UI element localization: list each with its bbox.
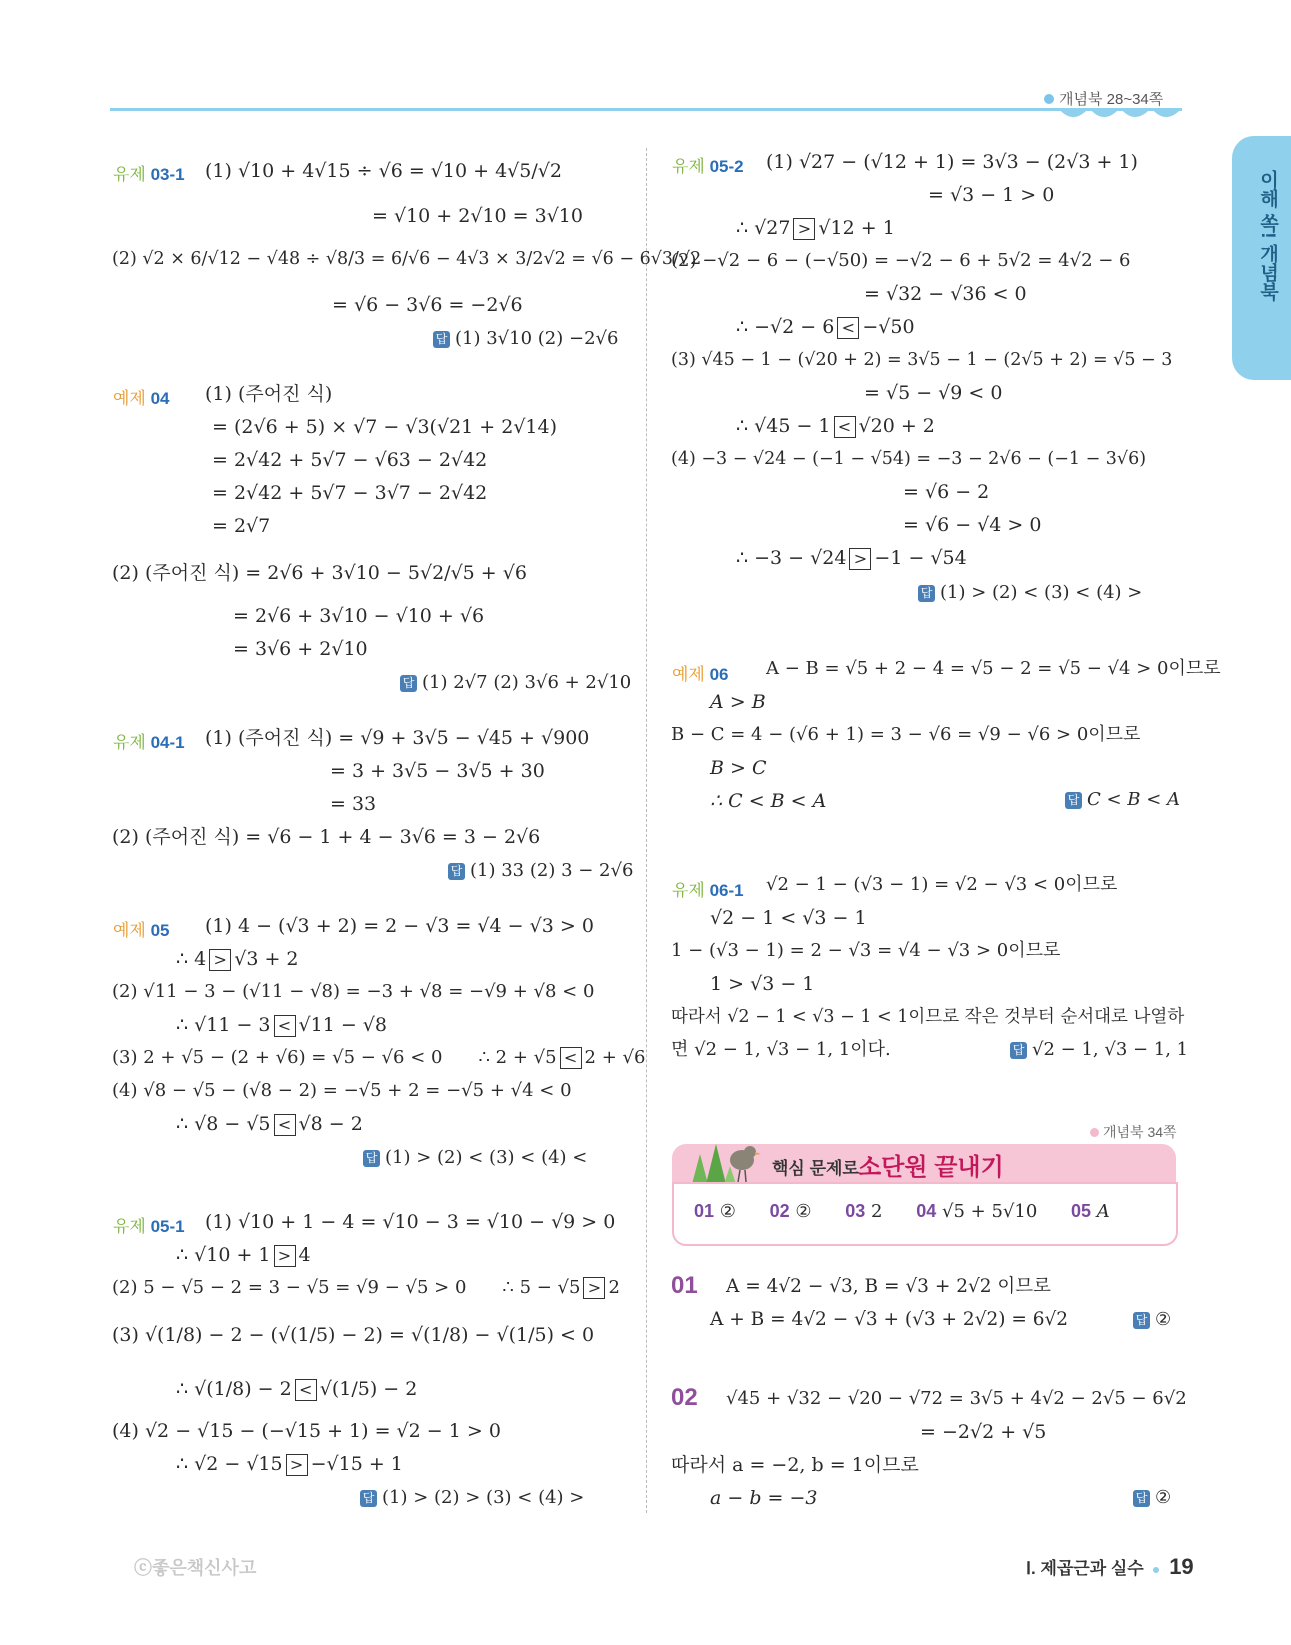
solution-line: ∴ 4 > √3 + 2 [176, 948, 299, 970]
compare-box: < [274, 1114, 296, 1136]
section-ref: 개념북 34쪽 [1090, 1122, 1177, 1142]
side-tab[interactable] [1232, 136, 1291, 380]
solution-line: (4) √2 − √15 − (−√15 + 1) = √2 − 1 > 0 [112, 1420, 501, 1442]
solution-line: B > C [710, 757, 767, 779]
compare-box: < [560, 1047, 582, 1069]
solution-line: ∴ √11 − 3 < √11 − √8 [176, 1014, 387, 1036]
answer-icon: 답 [360, 1490, 377, 1507]
solution-line: (2) (주어진 식) = 2√6 + 3√10 − 5√2/√5 + √6 [112, 562, 527, 584]
solution-line: = 2√42 + 5√7 − √63 − 2√42 [212, 449, 488, 471]
solution-line: (2) −√2 − 6 − (−√50) = −√2 − 6 + 5√2 = 4√2 − 6 [671, 250, 1131, 271]
solution-line: (1) 4 − (√3 + 2) = 2 − √3 = √4 − √3 > 0 [205, 915, 594, 937]
solution-line: (1) √27 − (√12 + 1) = 3√3 − (2√3 + 1) [766, 151, 1138, 173]
solution-line: = (2√6 + 5) × √7 − √3(√21 + 2√14) [212, 416, 558, 438]
solution-line: (1) √10 + 1 − 4 = √10 − 3 = √10 − √9 > 0 [205, 1211, 616, 1233]
solution-line: (2) 5 − √5 − 2 = 3 − √5 = √9 − √5 > 0 ∴ 5 − √5 > 2 [112, 1277, 620, 1298]
banner-big: 소단원 끝내기 [858, 1154, 1004, 1181]
banner-small: 핵심 문제로 [772, 1159, 859, 1178]
solution-line: = √6 − 3√6 = −2√6 [332, 294, 523, 316]
solution-line: 1 − (√3 − 1) = 2 − √3 = √4 − √3 > 0이므로 [671, 940, 1061, 961]
answer-icon: 답 [1133, 1490, 1150, 1507]
compare-box: > [583, 1277, 605, 1299]
solution-line: = √32 − √36 < 0 [864, 283, 1027, 305]
solution-line: ∴ √10 + 1 > 4 [176, 1244, 311, 1266]
summary-item: 01 ② [694, 1201, 736, 1222]
solution-line: √2 − 1 − (√3 − 1) = √2 − √3 < 0이므로 [766, 874, 1118, 895]
solution-line: (3) √45 − 1 − (√20 + 2) = 3√5 − 1 − (2√5 + 2) = √5 − 3 [671, 350, 1173, 370]
solution-line: = √10 + 2√10 = 3√10 [372, 205, 583, 227]
answer-line: 답 √2 − 1, √3 − 1, 1 [1010, 1039, 1188, 1060]
solution-line: ∴ −√2 − 6 < −√50 [736, 316, 915, 338]
solution-line: A − B = √5 + 2 − 4 = √5 − 2 = √5 − √4 > 0이므로 [766, 658, 1221, 679]
problem-label: 유제 04-1 [113, 733, 185, 752]
answer-icon: 답 [448, 863, 465, 880]
solution-line: A = 4√2 − √3, B = √3 + 2√2 이므로 [726, 1276, 1052, 1297]
solution-line: (1) (주어진 식) = √9 + 3√5 − √45 + √900 [205, 727, 590, 749]
solution-line: = √6 − √4 > 0 [903, 514, 1042, 536]
answer-icon: 답 [1010, 1042, 1027, 1059]
compare-box: > [849, 548, 871, 570]
solution-line: a − b = −3 [710, 1487, 818, 1509]
solution-line: = 3√6 + 2√10 [233, 638, 368, 660]
question-number: 01 [671, 1272, 698, 1299]
problem-label: 예제 05 [113, 921, 170, 940]
answer-line: 답 (1) > (2) < (3) < (4) < [363, 1147, 587, 1168]
solution-line: (3) √(1/8) − 2 − (√(1/5) − 2) = √(1/8) − √(1/5) < 0 [112, 1324, 595, 1346]
solution-line: 1 > √3 − 1 [710, 973, 815, 995]
page-number: 19 [1169, 1554, 1194, 1579]
problem-label: 유제 06-1 [672, 881, 744, 900]
problem-label: 예제 04 [113, 389, 170, 408]
solution-line: = √3 − 1 > 0 [928, 184, 1055, 206]
answer-icon: 답 [363, 1150, 380, 1167]
solution-line: 면 √2 − 1, √3 − 1, 1이다. [671, 1039, 891, 1060]
answer-line: 답 (1) 33 (2) 3 − 2√6 [448, 860, 633, 881]
summary-item: 03 2 [845, 1201, 883, 1222]
solution-line: (2) √11 − 3 − (√11 − √8) = −3 + √8 = −√9 + √8 < 0 [112, 981, 595, 1002]
solution-line: ∴ √45 − 1 < √20 + 2 [736, 415, 935, 437]
problem-label: 유제 03-1 [113, 165, 185, 184]
question-number: 02 [671, 1384, 698, 1411]
solution-line: 따라서 a = −2, b = 1이므로 [671, 1454, 919, 1476]
footer-chapter: Ⅰ. 제곱근과 실수 19 [1026, 1554, 1194, 1579]
solution-line: √45 + √32 − √20 − √72 = 3√5 + 4√2 − 2√5 − 6√2 [726, 1388, 1187, 1409]
solution-line: A + B = 4√2 − √3 + (√3 + 2√2) = 6√2 [710, 1309, 1069, 1330]
bullet-icon [1044, 94, 1054, 104]
solution-line: (4) −3 − √24 − (−1 − √54) = −3 − 2√6 − (−1 − 3√6) [671, 449, 1147, 469]
bullet-icon [1090, 1128, 1099, 1137]
solution-line: A > B [710, 691, 766, 713]
answer-line: 답 (1) > (2) > (3) < (4) > [360, 1487, 584, 1508]
header-rule [110, 108, 1182, 111]
summary-item: 05 A [1071, 1201, 1110, 1222]
solution-line: (2) √2 × 6/√12 − √48 ÷ √8/3 = 6/√6 − 4√3 × 3/2√2 = √6 − 6√3/√2 [112, 249, 702, 269]
solution-line: = 2√42 + 5√7 − 3√7 − 2√42 [212, 482, 488, 504]
answer-line: 답 (1) 2√7 (2) 3√6 + 2√10 [400, 672, 631, 693]
solution-line: = −2√2 + √5 [920, 1421, 1047, 1443]
header-wave [1058, 108, 1182, 126]
solution-line: 따라서 √2 − 1 < √3 − 1 < 1이므로 작은 것부터 순서대로 나열하 [671, 1007, 1185, 1027]
solution-line: = 3 + 3√5 − 3√5 + 30 [330, 760, 545, 782]
solution-line: ∴ √2 − √15 > −√15 + 1 [176, 1453, 403, 1475]
compare-box: > [793, 218, 815, 240]
solution-line: = √5 − √9 < 0 [864, 382, 1003, 404]
answer-icon: 답 [1065, 792, 1082, 809]
answer-icon: 답 [400, 675, 417, 692]
answer-summary-box [672, 1182, 1178, 1246]
answer-line: 답 ② [1133, 1487, 1171, 1508]
problem-label: 예제 06 [672, 665, 729, 684]
solution-line: = 33 [330, 793, 377, 815]
compare-box: > [209, 949, 231, 971]
solution-line: (1) (주어진 식) [205, 383, 333, 405]
compare-box: > [274, 1245, 296, 1267]
solution-line: (4) √8 − √5 − (√8 − 2) = −√5 + 2 = −√5 + √4 < 0 [112, 1080, 572, 1101]
solution-line: B − C = 4 − (√6 + 1) = 3 − √6 = √9 − √6 > 0이므로 [671, 724, 1141, 745]
solution-line: (1) √10 + 4√15 ÷ √6 = √10 + 4√5/√2 [205, 160, 562, 182]
column-divider [646, 148, 647, 1513]
compare-box: < [837, 317, 859, 339]
answer-line: 답 C < B < A [1065, 789, 1180, 810]
solution-line: ∴ √27 > √12 + 1 [736, 217, 895, 239]
compare-box: > [286, 1454, 308, 1476]
bullet-icon [1153, 1567, 1159, 1573]
publisher-mark: ⓒ좋은책신사고 [134, 1558, 257, 1578]
answer-icon: 답 [433, 331, 450, 348]
problem-label: 유제 05-1 [113, 1217, 185, 1236]
solution-line: ∴ √8 − √5 < √8 − 2 [176, 1113, 363, 1135]
solution-line: ∴ √(1/8) − 2 < √(1/5) − 2 [176, 1378, 418, 1400]
solution-line: (2) (주어진 식) = √6 − 1 + 4 − 3√6 = 3 − 2√6 [112, 826, 541, 848]
solution-line: ∴ −3 − √24 > −1 − √54 [736, 547, 967, 569]
answer-line: 답 ② [1133, 1309, 1171, 1330]
problem-label: 유제 05-2 [672, 157, 744, 176]
solution-line: ∴ C < B < A [710, 790, 827, 812]
summary-item: 04 √5 + 5√10 [916, 1201, 1038, 1222]
compare-box: < [274, 1015, 296, 1037]
compare-box: < [295, 1379, 317, 1401]
header-ref: 개념북 28~34쪽 [1044, 88, 1163, 109]
answer-icon: 답 [918, 585, 935, 602]
solution-line: (3) 2 + √5 − (2 + √6) = √5 − √6 < 0 ∴ 2 + √5 < 2 + √6 [112, 1047, 646, 1068]
answer-line: 답 (1) > (2) < (3) < (4) > [918, 582, 1142, 603]
solution-line: = 2√6 + 3√10 − √10 + √6 [233, 605, 485, 627]
summary-item: 02 ② [769, 1201, 812, 1222]
solution-line: = 2√7 [212, 515, 271, 537]
answer-icon: 답 [1133, 1312, 1150, 1329]
answer-line: 답 (1) 3√10 (2) −2√6 [433, 328, 618, 349]
solution-line: √2 − 1 < √3 − 1 [710, 907, 867, 929]
side-tab-label: 이해 쏙! 개념북 [1257, 170, 1278, 301]
compare-box: < [834, 416, 856, 438]
solution-line: = √6 − 2 [903, 481, 990, 503]
